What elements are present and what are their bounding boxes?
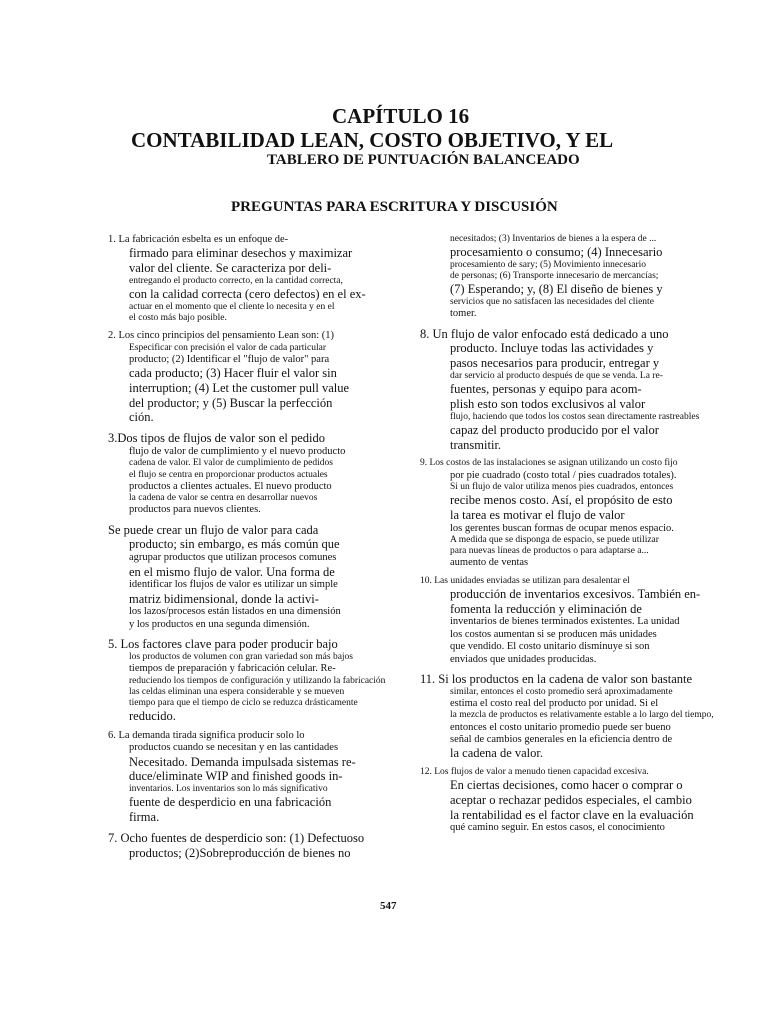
- text-line: interruption; (4) Let the customer pull value: [129, 380, 350, 395]
- text-line: qué camino seguir. En estos casos, el conocimiento: [450, 822, 665, 834]
- chapter-title-line-2: TABLERO DE PUNTUACIÓN BALANCEADO: [267, 152, 580, 168]
- text-line: la mezcla de productos es relativamente estable a lo largo del tiempo,: [450, 710, 714, 721]
- text-line: En ciertas decisiones, como hacer o comprar o: [450, 778, 683, 793]
- text-line: servicios que no satisfacen las necesidades del cliente: [450, 297, 654, 308]
- text-line: transmitir.: [450, 437, 502, 452]
- text-line: procesamiento o consumo; (4) Innecesario: [450, 245, 663, 260]
- question-12: [420, 767, 732, 835]
- question-7-continued: [420, 234, 732, 321]
- text-line: la cadena de valor.: [450, 746, 544, 761]
- right-column: [420, 234, 732, 841]
- text-line: fuentes, personas y equipo para acom-: [450, 382, 642, 397]
- text-line: pasos necesarios para producir, entregar y: [450, 356, 660, 371]
- text-line: por pie cuadrado (costo total / pies cuadrados totales).: [450, 469, 677, 481]
- text-line: tiempo para que el tiempo de ciclo se reduzca drásticamente: [129, 697, 358, 708]
- text-line: señal de cambios generales en la eficiencia dentro de: [450, 733, 673, 745]
- text-line: 6. La demanda tirada significa producir solo lo: [108, 729, 305, 741]
- text-line: valor del cliente. Se caracteriza por deli-: [129, 261, 332, 276]
- text-line: que vendido. El costo unitario disminuye si son: [450, 641, 650, 653]
- text-line: identificar los flujos de valor es utilizar un simple: [129, 579, 338, 591]
- text-line: para nuevas líneas de productos o para adaptarse a...: [450, 546, 649, 557]
- text-line: productos para nuevos clientes.: [129, 504, 261, 516]
- text-line: producción de inventarios excesivos. También en-: [450, 586, 701, 601]
- text-line: actuar en el momento que el cliente lo necesita y en el: [129, 301, 335, 312]
- text-line: cada producto; (3) Hacer fluir el valor sin: [129, 366, 337, 381]
- text-line: producto; (2) Identificar el "flujo de valor" para: [129, 353, 330, 365]
- text-line: las celdas eliminan una espera considerable y se mueven: [129, 686, 345, 697]
- text-line: 9. Los costos de las instalaciones se asignan utilizando un costo fijo: [420, 458, 678, 469]
- question-9: [420, 458, 732, 569]
- text-line: fuente de desperdicio en una fabricación: [129, 795, 332, 810]
- text-line: cadena de valor. El valor de cumplimiento de pedidos: [129, 458, 333, 469]
- text-line: Especificar con precisión el valor de cada particular: [129, 342, 327, 353]
- text-line: entonces el costo unitario promedio puede ser bueno: [450, 721, 671, 733]
- text-line: inventarios de bienes terminados existentes. La unidad: [450, 616, 680, 628]
- left-column: [108, 234, 408, 866]
- text-line: reduciendo los tiempos de configuración y utilizando la fabricación: [129, 675, 386, 686]
- question-3: [108, 431, 408, 516]
- text-line: producto. Incluye todas las actividades y: [450, 341, 654, 356]
- question-7: [108, 831, 408, 861]
- text-line: los gerentes buscan formas de ocupar menos espacio.: [450, 522, 674, 534]
- text-line: flujo de valor de cumplimiento y el nuevo producto: [129, 445, 346, 457]
- text-line: ción.: [129, 410, 154, 425]
- text-line: los lazos/procesos están listados en una dimensión: [129, 606, 341, 618]
- page-number: 547: [380, 900, 397, 912]
- text-line: capaz del producto producido por el valor: [450, 422, 659, 437]
- text-line: productos cuando se necesitan y en las cantidades: [129, 742, 339, 754]
- chapter-title-line-1: CONTABILIDAD LEAN, COSTO OBJETIVO, Y EL: [131, 128, 614, 152]
- chapter-heading: CAPÍTULO 16: [332, 104, 470, 128]
- text-line: productos; (2)Sobreproducción de bienes no: [129, 845, 351, 860]
- text-line: recibe menos costo. Así, el propósito de esto: [450, 493, 673, 508]
- question-1: [108, 234, 408, 324]
- question-4: [108, 523, 408, 632]
- text-line: Si un flujo de valor utiliza menos pies cuadrados, entonces: [450, 481, 674, 492]
- text-line: producto; sin embargo, es más común que: [129, 537, 340, 552]
- question-6: [108, 730, 408, 825]
- text-line: en el mismo flujo de valor. Una forma de: [129, 564, 335, 579]
- text-line: de personas; (6) Transporte innecesario de mercancías;: [450, 271, 659, 282]
- text-line: 10. Las unidades enviadas se utilizan para desalentar el: [420, 575, 630, 586]
- text-line: estima el costo real del producto por unidad. Si el: [450, 697, 659, 709]
- question-8: [420, 327, 732, 453]
- text-line: dar servicio al producto después de que se venda. La re-: [450, 370, 663, 381]
- text-line: tiempos de preparación y fabricación celular. Re-: [129, 663, 336, 675]
- text-line: 12. Los flujos de valor a menudo tienen capacidad excesiva.: [420, 767, 649, 778]
- text-line: plish esto son todos exclusivos al valor: [450, 396, 646, 411]
- text-line: la rentabilidad es el factor clave en la evaluación: [450, 807, 694, 822]
- text-line: 5. Los factores clave para poder producir bajo: [108, 637, 338, 652]
- question-5: [108, 637, 408, 724]
- text-line: los costos aumentan si se producen más unidades: [450, 628, 657, 640]
- text-line: matriz bidimensional, donde la activi-: [129, 591, 319, 606]
- text-line: firma.: [129, 810, 160, 825]
- text-line: similar, entonces el costo promedio será aproximadamente: [450, 686, 673, 697]
- text-line: aceptar o rechazar pedidos especiales, el cambio: [450, 792, 692, 807]
- text-line: fomenta la reducción y eliminación de: [450, 601, 642, 616]
- text-line: 11. Si los productos en la cadena de valor son bastante: [420, 671, 693, 686]
- text-line: el flujo se centra en proporcionar productos actuales: [129, 469, 328, 480]
- text-line: la cadena de valor se centra en desarrollar nuevos: [129, 493, 318, 504]
- text-line: con la calidad correcta (cero defectos) en el ex-: [129, 287, 366, 302]
- text-line: flujo, haciendo que todos los costos sean directamente rastreables: [450, 411, 700, 422]
- text-line: 1. La fabricación esbelta es un enfoque de-: [108, 234, 289, 245]
- text-line: la tarea es motivar el flujo de valor: [450, 507, 625, 522]
- section-heading: PREGUNTAS PARA ESCRITURA Y DISCUSIÓN: [231, 199, 558, 215]
- text-line: reducido.: [129, 709, 176, 724]
- question-2: [108, 330, 408, 425]
- text-line: (7) Esperando; y, (8) El diseño de bienes y: [450, 282, 663, 297]
- text-line: productos a clientes actuales. El nuevo producto: [129, 480, 332, 492]
- text-line: duce/eliminate WIP and finished goods in-: [129, 769, 343, 784]
- text-line: del productor; y (5) Buscar la perfección: [129, 395, 333, 410]
- text-line: Se puede crear un flujo de valor para cada: [108, 522, 319, 537]
- text-line: aumento de ventas: [450, 557, 529, 569]
- text-line: 8. Un flujo de valor enfocado está dedicado a uno: [420, 326, 669, 341]
- text-line: el costo más bajo posible.: [129, 313, 227, 324]
- text-line: A medida que se disponga de espacio, se puede utilizar: [450, 535, 659, 545]
- text-line: los productos de volumen con gran variedad son más bajos: [129, 651, 353, 662]
- question-10: [420, 576, 732, 666]
- text-line: tomer.: [450, 308, 477, 320]
- text-line: agrupar productos que utilizan procesos comunes: [129, 552, 337, 564]
- text-line: procesamiento de sary; (5) Movimiento innecesario: [450, 259, 647, 270]
- text-line: necesitados; (3) Inventarios de bienes a la espera de ...: [450, 234, 657, 244]
- text-line: 3.Dos tipos de flujos de valor son el pedido: [108, 431, 325, 446]
- text-line: entregando el producto correcto, en la cantidad correcta,: [129, 275, 343, 286]
- text-line: firmado para eliminar desechos y maximizar: [129, 246, 353, 261]
- text-line: 7. Ocho fuentes de desperdicio son: (1) Defectuoso: [108, 830, 365, 845]
- text-line: Necesitado. Demanda impulsada sistemas re-: [129, 754, 356, 769]
- text-line: enviados que unidades producidas.: [450, 653, 597, 665]
- question-11: [420, 672, 732, 761]
- text-line: y los productos en una segunda dimensión.: [129, 618, 310, 630]
- text-line: 2. Los cinco principios del pensamiento Lean son: (1): [108, 330, 334, 342]
- text-line: inventarios. Los inventarios son lo más significativo: [129, 784, 328, 795]
